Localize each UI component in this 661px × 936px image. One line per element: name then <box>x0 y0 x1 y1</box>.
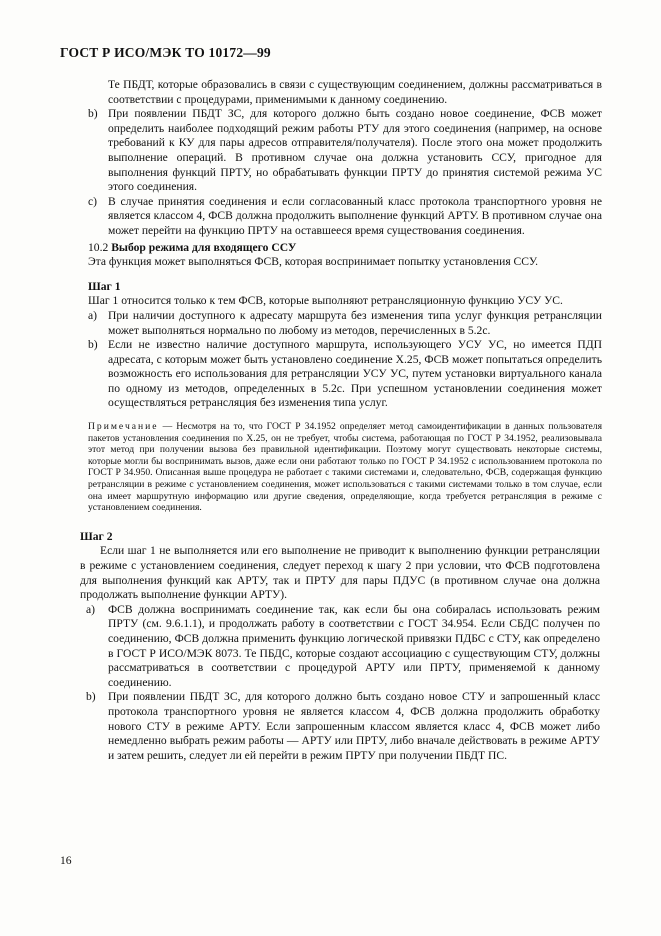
list-item <box>80 603 600 691</box>
section-paragraph: Эта функция может выполняться ФСВ, которая воспринимает попытку установления ССУ. <box>88 255 539 269</box>
list-item-text: Если не известно наличие доступного маршрута, использующего УСУ УС, но имеется ПДП адресата, с которым может быть установлено соединение Х.25, ФСВ может попытаться определить возможность его использования для ретрансляции УСУ УС, путем установки виртуального канала по одному из методов, определенных в 5.2с. При успешном установлении соединения может осуществляться ретрансляция без изменения типа услуг. <box>108 338 602 410</box>
list-item-text: При появлении ПБДТ ЗС, для которого должно быть создано новое СТУ и запрошенный класс протокола транспортного уровня не является классом 4, ФСВ должна продолжить обработку нового СТУ в режиме АРТУ. Если запрошенным классом является класс 4, ФСВ может либо немедленно выбрать режим работы — АРТУ или ПРТУ, либо вначале действовать в режиме АРТУ и затем решить, следует ли ей перейти в режим ПРТУ при получении ПБДТ ПС. <box>108 690 600 762</box>
note-text: — Несмотря на то, что ГОСТ Р 34.1952 определяет метод самоидентификации в данных пользователя пакетов установления соединения по Х.25, он не требует, чтобы система, работающая по ГОСТ Р 34.1952, реализовывала этот метод при получении вызова без правильной идентификации. Поэтому могут существовать некоторые системы, которые могли бы воспринимать вызов, даже если они работают только по ГОСТ Р 34.1952 с использованием протокола по ГОСТ Р 34.950. Описанная выше процедура не работает с такими системами и, следовательно, ФСВ, содержащая функцию ретрансляции в режиме с установлением соединения, может использоваться с такими системами только в том случае, если она имеет маршрутную информацию или другие сведения, определяющие, когда требуется ретрансляция в режиме с установлением соединения. <box>88 421 602 514</box>
list-item-text: ФСВ должна воспринимать соединение так, как если бы она собиралась использовать режим ПРТУ (см. 9.6.1.1), и продолжать работу в соответствии с ГОСТ 34.954. Если СБДС получен по соединению, ФСВ должна применить функцию логической привязки ПДБС с СТУ, как определено в ГОСТ Р ИСО/МЭК 8073. Те ПБДС, которые создают ассоциацию с существующим СТУ, должны рассматриваться в соответствии с процедурой АРТУ или ПРТУ, применяемой к данному соединению. <box>108 602 600 689</box>
list-item <box>88 195 602 239</box>
step1-heading: Шаг 1 <box>88 279 121 293</box>
list-item <box>88 338 602 411</box>
step1-paragraph: Шаг 1 относится только к тем ФСВ, которые выполняют ретрансляционную функцию УСУ УС. <box>88 294 563 308</box>
section-number: 10.2 <box>88 240 109 254</box>
section-title: Выбор режима для входящего ССУ <box>111 240 297 254</box>
page-body <box>80 78 602 763</box>
page-header: ГОСТ Р ИСО/МЭК ТО 10172—99 <box>60 45 271 60</box>
note-label: Примечание <box>88 421 159 433</box>
step2-block <box>80 530 600 764</box>
list-marker: b) <box>88 338 98 352</box>
list-marker: b) <box>88 107 98 121</box>
list-marker: b) <box>86 690 96 704</box>
list-item-text: В случае принятия соединения и если согласованный класс протокола транспортного уровня не является классом 4, ФСВ должна продолжить выполнение функций АРТУ. В противном случае она может перейти на функцию ПРТУ на оставшееся время существования соединения. <box>108 194 602 237</box>
list-item <box>80 690 600 763</box>
step2-heading: Шаг 2 <box>80 529 113 543</box>
list-item-text: При появлении ПБДТ ЗС, для которого должно быть создано новое соединение, ФСВ может определить наиболее подходящий режим работы РТУ для этого соединения (например, на основе требований к КУ для пары адресов отправителя/получателя). После этого она может продолжить выполнение операций. В противном случае она должна установить ССУ, пригодное для выполнения функций ПРТУ, но обрабатывать функции ПРТУ до принятия системой режима УС этого соединения. <box>108 107 602 194</box>
list-item <box>88 309 602 338</box>
list-marker: a) <box>88 308 98 322</box>
section-heading <box>88 241 602 256</box>
page-number: 16 <box>60 854 72 867</box>
intro-paragraph: Те ПБДТ, которые образовались в связи с существующим соединением, должны рассматриваться в соответствии с процедурами, применимыми к данному соединению. <box>108 78 602 106</box>
list-item <box>88 107 602 195</box>
note-paragraph <box>88 421 602 514</box>
list-marker: a) <box>86 602 96 616</box>
step2-paragraph: Если шаг 1 не выполняется или его выполнение не приводит к выполнению функции ретрансляции в режиме с установлением соединения, следует переход к шагу 2 при условии, что ФСВ подготовлена для выполнения функций как АРТУ, так и ПРТУ для пары ПДУС (в противном случае она должна продолжать выполнение функции АРТУ). <box>80 544 600 602</box>
list-marker: c) <box>88 194 98 208</box>
list-item-text: При наличии доступного к адресату маршрута без изменения типа услуг функция ретрансляции может выполняться нормально по любому из методов, перечисленных в 5.2с. <box>108 308 602 337</box>
